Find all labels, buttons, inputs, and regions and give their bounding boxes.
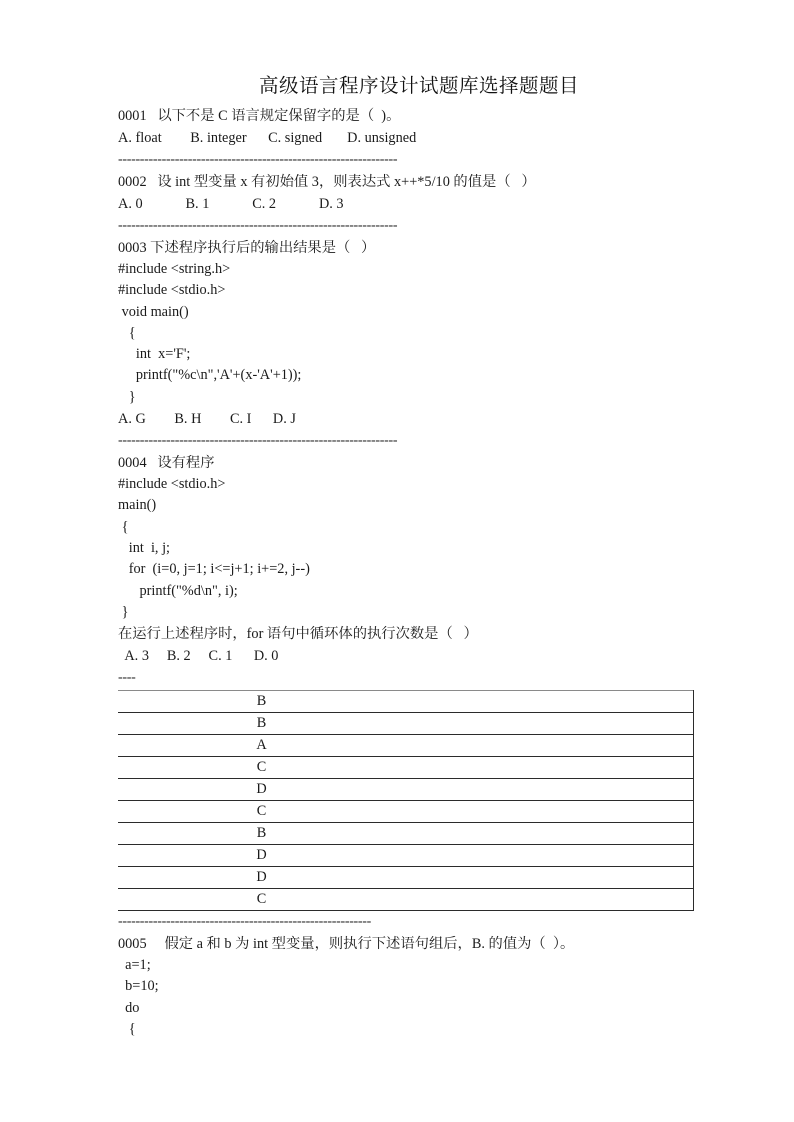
- question-0003-options: A. G B. H C. I D. J: [118, 411, 296, 428]
- code-line: printf("%d\n", i);: [118, 582, 238, 599]
- answer-cell: D: [118, 867, 694, 889]
- answer-cell: B: [118, 823, 694, 845]
- separator-dashed: ----------------------------------------------------------------: [118, 152, 398, 167]
- answer-cell: C: [118, 757, 694, 779]
- table-row: [118, 757, 694, 779]
- code-line: {: [118, 1021, 136, 1038]
- question-0004-followup: 在运行上述程序时，for 语句中循环体的执行次数是（ ）: [118, 626, 478, 643]
- table-row: [118, 823, 694, 845]
- document-body: [118, 70, 698, 1040]
- question-0005-stem: 0005 假定 a 和 b 为 int 型变量，则执行下述语句组后，B. 的值为（ ）。: [118, 936, 575, 953]
- code-line: #include <stdio.h>: [118, 476, 226, 493]
- answer-cell: B: [118, 713, 694, 735]
- question-0002-stem: 0002 设 int 型变量 x 有初始值 3，则表达式 x++*5/10 的值是（ ）: [118, 174, 536, 190]
- table-row: [118, 889, 694, 911]
- page-title: 高级语言程序设计试题库选择题题目: [258, 76, 579, 97]
- table-row: [118, 801, 694, 823]
- question-0002-options: A. 0 B. 1 C. 2 D. 3: [118, 196, 344, 212]
- table-row: [118, 713, 694, 735]
- table-row: [118, 867, 694, 889]
- code-line: #include <string.h>: [118, 261, 231, 277]
- code-line: }: [118, 388, 136, 405]
- answer-cell: D: [118, 779, 694, 801]
- table-row: [118, 779, 694, 801]
- code-line: printf("%c\n",'A'+(x-'A'+1));: [118, 367, 302, 384]
- answer-cell: B: [118, 691, 694, 713]
- question-0004-options: A. 3 B. 2 C. 1 D. 0: [118, 648, 279, 665]
- separator-dashed: ----------------------------------------------------------: [118, 914, 372, 930]
- code-line: a=1;: [118, 957, 151, 974]
- answer-cell: C: [118, 889, 694, 911]
- question-0004-stem: 0004 设有程序: [118, 455, 215, 472]
- code-line: b=10;: [118, 978, 159, 995]
- code-line: int i, j;: [118, 539, 171, 556]
- code-line: void main(): [118, 303, 189, 320]
- code-line: #include <stdio.h>: [118, 282, 226, 299]
- table-row: [118, 691, 694, 713]
- separator-dashed: ----------------------------------------------------------------: [118, 218, 398, 233]
- answer-cell: A: [118, 735, 694, 757]
- code-line: main(): [118, 497, 157, 514]
- question-0003-stem: 0003 下述程序执行后的输出结果是（ ）: [118, 240, 376, 256]
- table-row: [118, 735, 694, 757]
- code-line: {: [118, 518, 129, 535]
- code-line: for (i=0, j=1; i<=j+1; i+=2, j--): [118, 561, 310, 578]
- code-line: {: [118, 324, 136, 341]
- table-row: [118, 845, 694, 867]
- code-line: int x='F';: [118, 346, 191, 363]
- code-line: do: [118, 999, 140, 1016]
- separator-dashed-short: ----: [118, 670, 136, 686]
- code-line: }: [118, 603, 129, 620]
- question-0001-options: A. float B. integer C. signed D. unsigned: [118, 130, 417, 146]
- separator-dashed: ----------------------------------------------------------------: [118, 433, 398, 449]
- question-0001-stem: 0001 以下不是 C 语言规定保留字的是（ )。: [118, 108, 401, 124]
- answer-table: [118, 690, 694, 911]
- answer-cell: D: [118, 845, 694, 867]
- answer-cell: C: [118, 801, 694, 823]
